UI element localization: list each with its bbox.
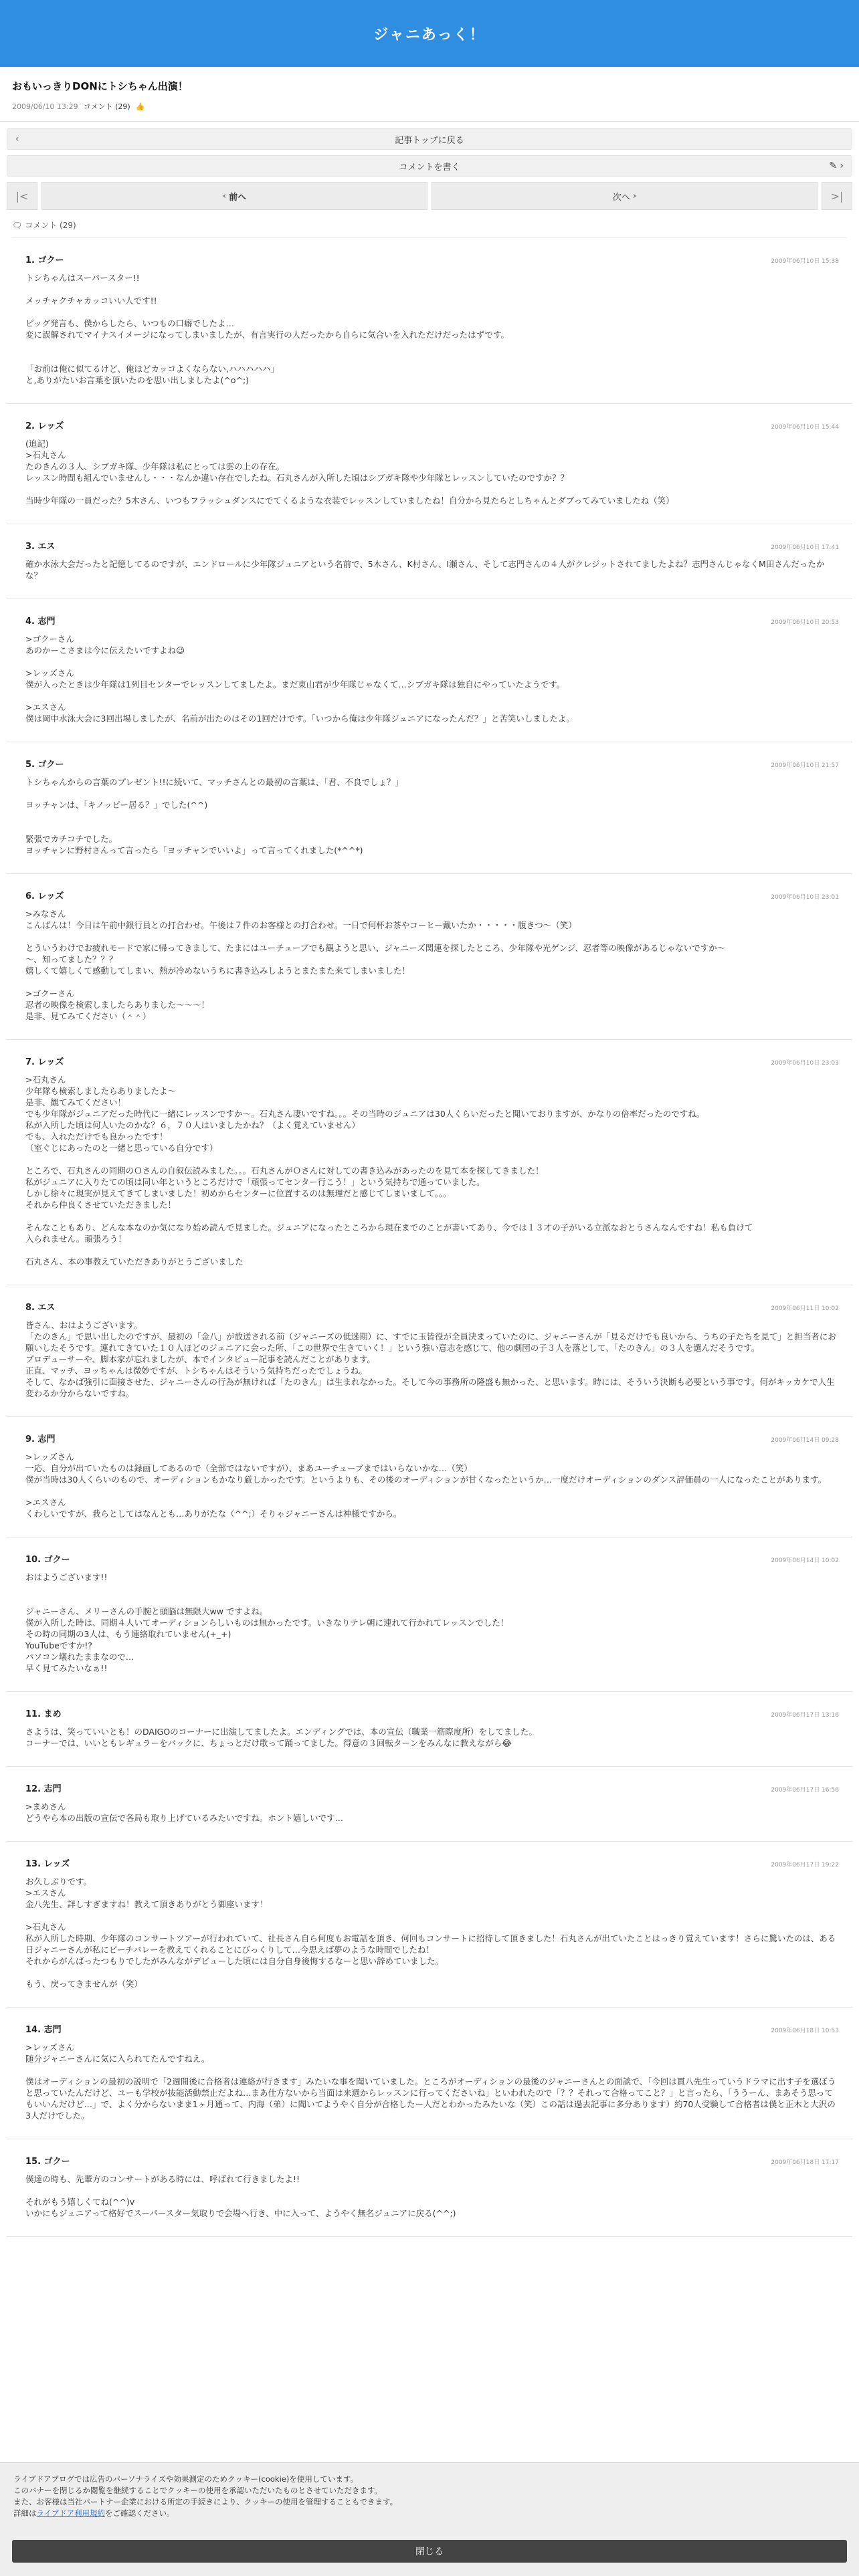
comment-date: 2009年06月10日 17:41 — [771, 544, 839, 551]
chevron-right-icon: › — [630, 191, 637, 201]
comment-author: 14. 志門 — [25, 2025, 62, 2035]
comment-item — [7, 2139, 852, 2237]
terms-link[interactable]: ライブドア利用規約 — [36, 2508, 105, 2518]
comment-body: >石丸さん 少年隊も検索しましたらありましたよ～ 是非、観てみてください！ でも少年隊がジュニアだった時代に一緒にレッスンですか～。石丸さん凄いですね。。。その当時のジュニアは30人くらいだったと聞いておりますが、かなりの倍率だったのですね。 私が入所した頃は何人いたのかな？６，７０人はいましたかね？（よく覚えていません） でも、入れただけでも良かったです！ （室ぐじにあったのと一緒と思っている自分です） ところで、石丸さんの同期のＯさんの自叙伝読みました。。。石丸さんがＯさんに対しての書き込みがあったのを見て本を探してきました！ 私がジュニアに入りたての頃は同い年というところだけで「頑張ってセンター行こう！」という気持ちで通っていました。 しかし徐々に現実が見えてきてしまいました！初めからセンターに位置するのは無理だと感じてしまいまして。。。 それから仲良くさせていただきました！ そんなこともあり、どんな本なのか気になり始め読んで見ました。ジュニアになったところから現在までのことが書いてあり、今では１３才の子がいる立派なおとうさんなんですね！私も負けて 入られません。頑張ろう！ 石丸さん、本の事教えていただきありがとうございました — [25, 1075, 753, 1267]
cookie-close-label: 閉じる — [415, 2547, 444, 2557]
comment-item — [7, 2008, 852, 2139]
comment-body: >まめさん どうやら本の出版の宣伝で各局も取り上げているみたいですね。ホント嬉しいです… — [25, 1802, 344, 1823]
comment-count-link[interactable]: コメント (29) — [83, 102, 130, 111]
last-page-button[interactable] — [822, 182, 852, 210]
comment-author: 9. 志門 — [25, 1434, 56, 1444]
comment-body: (追記) >石丸さん たのきんの３人、シブガキ隊、少年隊は私にとっては雲の上の存在。 レッスン時間も組んでいませんし・・・なんか違い存在でしたね。石丸さんが入所した頃はシブガキ隊や少年隊とレッスンしていたのですか？？ 当時少年隊の一員だった？5木さん、いつもフラッシュダンスにでてくるような衣装でレッスンしていましたね！自分から見たらとしちゃんとダブってみていましたね（笑） — [25, 439, 674, 506]
next-page-button[interactable] — [432, 182, 818, 210]
comment-list — [0, 238, 859, 2237]
cookie-banner — [0, 2462, 859, 2576]
comment-body: 僕達の時も、先輩方のコンサートがある時には、呼ばれて行きましたよ!! それがもう嬉しくてね(^^)v いかにもジュニアって格好でスーパースター気取りで会場へ行き、中に入って、ようやく無名ジュニアに戻る(^^;) — [25, 2174, 456, 2218]
prev-page-label: 前へ — [229, 192, 247, 203]
comment-author: 5. ゴクー — [25, 760, 64, 770]
comment-body: >みなさん こんばんは！今日は午前中銀行員との打合わせ。午後は７件のお客様との打合わせ。一日で何杯お茶やコーヒー戴いたか・・・・・腹きつ～（笑） とういうわけでお疲れモードで家に帰ってきまして、たまにはユーチューブでも観ようと思い、ジャニーズ関連を探したところ、少年隊や光ゲンジ、忍者等の映像があるじゃないですか～ ～、知ってました？？？ 嬉しくて嬉しくて感動してしまい、熱が冷めないうちに書き込みしようとまたまた来てしまいました！ >ゴクーさん 忍者の映像を検索しましたらありました～～～！ 是非、見てみてください（＾＾） — [25, 909, 726, 1021]
article-meta — [12, 101, 847, 112]
cookie-text-suffix: をご確認ください。 — [104, 2508, 175, 2518]
comment-item — [7, 1285, 852, 1417]
comment-item — [7, 404, 852, 524]
comment-author: 11. まめ — [25, 1709, 62, 1719]
comment-body: >ゴクーさん あのかーこさまは今に伝えたいですよね😉 >レッズさん 僕が入ったときは少年隊は1列目センターでレッスンしてましたよ。まだ東山君が少年隊じゃなくて…シブガキ隊は独自にやっていたようです。 >エスさん 僕は岡中水泳大会に3回出場しましたが、名前が出たのはその1回だけです。「いつから俺は少年隊ジュニアになったんだ？」と苦笑いしましたよ。 — [25, 634, 575, 724]
back-to-article-button[interactable] — [7, 128, 852, 150]
comment-author: 12. 志門 — [25, 1784, 62, 1794]
site-title[interactable]: ジャニあっく！ — [373, 26, 486, 43]
comment-author: 8. エス — [25, 1303, 56, 1313]
comment-item — [7, 1842, 852, 2008]
write-comment-label: コメントを書く — [399, 162, 460, 173]
comment-date: 2009年06月10日 23:01 — [771, 894, 839, 901]
comment-date: 2009年06月18日 10:53 — [771, 2028, 839, 2034]
comment-author: 2. レッズ — [25, 421, 64, 431]
comment-item — [7, 1537, 852, 1692]
comment-item — [7, 599, 852, 742]
comment-date: 2009年06月17日 16:56 — [771, 1787, 839, 1794]
comment-author: 3. エス — [25, 542, 56, 552]
article-title: おもいっきりDONにトシちゃん出演！ — [12, 80, 188, 92]
comment-date: 2009年06月14日 09:28 — [771, 1437, 839, 1444]
pager — [7, 182, 852, 210]
comment-body: お久しぶりです。 >エスさん 金八先生、詳しすぎますね！教えて頂きありがとう御座います！ >石丸さん 私が入所した時期、少年隊のコンサートツアーが行われていて、社長さん自ら何度もお電話を頂き、何回もコンサートに招待して頂きました！石丸さんが出ていたことはっきり覚えています！さらに驚いたのは、ある日ジャニーさんが私にビーチバレーを教えてくれることにびっくりして…今思えば夢のような時間でしたね！ それからがんばったつもりでしたがみんながデビューした頃には自分自身後悔するなーと思い辞めていました。 もう、戻ってきませんが（笑） — [25, 1876, 836, 1989]
comment-body: おはようございます!! ジャニーさん、メリーさんの手腕と頭脳は無限大ww ですよね。 僕が入所した時は、同期４人いてオーディションらしいものは無かったです。いきなりテレ朝に連れて行かれてレッスンでした！ その時の同期の3人は、もう連絡取れていません(+_+) YouTubeですか!? パソコン壊れたままなので… 早く見てみたいなぁ!! — [25, 1572, 509, 1673]
comment-bubble-icon: 🗨 — [12, 220, 23, 230]
comment-author: 10. ゴクー — [25, 1555, 70, 1565]
comment-date: 2009年06月17日 19:22 — [771, 1862, 839, 1868]
comment-item — [7, 524, 852, 599]
comment-author: 13. レッズ — [25, 1859, 70, 1869]
comment-date: 2009年06月10日 23:03 — [771, 1060, 839, 1067]
first-page-button[interactable] — [7, 182, 37, 210]
comment-date: 2009年06月10日 20:53 — [771, 619, 839, 626]
chevron-left-icon: ‹ — [15, 134, 19, 144]
comment-body: 確か水泳大会だったと記憶してるのですが、エンドロールに少年隊ジュニアという名前で、5木さん、K村さん、I瀬さん、そして志門さんの４人がクレジットされてましたよね？志門さんじゃなくM田さんだったかな？ — [25, 559, 825, 580]
comment-date: 2009年06月14日 10:02 — [771, 1558, 839, 1564]
cookie-text-1: ライブドアブログでは広告のパーソナライズや効果測定のためクッキー(cookie)を使用しています。 — [13, 2474, 358, 2484]
comment-date: 2009年06月17日 13:16 — [771, 1712, 839, 1719]
comment-body: さようは、笑っていいとも！のDAIGOのコーナーに出演してましたよ。エンディングでは、本の宣伝（職業一筋際度所）をしてました。 コーナーでは、いいともレギュラーをバックに、ちょっとだけ歌って踊ってました。得意の３回転ターンをみんなに教えながら😂 — [25, 1727, 537, 1748]
thumbs-icon[interactable]: 👍 — [135, 102, 145, 111]
comment-body: トシちゃんはスーパースター!! メッチャクチャカッコいい人です!! ビッグ発言も、僕からしたら、いつもの口癖でしたよ… 変に誤解されてマイナスイメージになってしまいましたが、有言実行の人だったから自らに気合いを入れただけだったはずです。 「お前は俺に似てるけど、俺ほどカッコよくならない,ハハハハハ」 と,ありがたいお言葉を頂いたのを思い出しましたよ(^o^;) — [25, 273, 510, 385]
comment-author: 4. 志門 — [25, 617, 56, 627]
comment-author: 6. レッズ — [25, 891, 64, 901]
comment-item — [7, 874, 852, 1040]
comment-body: トシちゃんからの言葉のプレゼント!!に続いて、マッチさんとの最初の言葉は、「君、不良でしょ？」 ヨッチャンは、「キノッピー居る？」でした(^^) 緊張でカチコチでした。 ヨッチャンに野村さんって言ったら「ヨッチャンでいいよ」って言ってくれました(*^^*) — [25, 777, 404, 855]
comment-body: >レッズさん 随分ジャニーさんに気に入られてたんですねえ。 僕はオーディションの最初の説明で「2週間後に合格者は連絡が行きます」みたいな事を聞いていました。ところがオーディションの最後のジャニーさんとの面談で、「今回は貫八先生っていうドラマに出す子を選ぼうと思っていたんだけど、ユーも学校が抜能活動禁止だよね…まあ仕方ないから当面は来週からレッスンに行ってくださいね」といわれたので「？？それって合格ってこと？」と言ったら、「ううーん、まあそう思ってもいいんだけど…」で、よく分からないまま1ヶ月通って、内海（弟）に聞いてようやく自分が合格したー人だとわかったみたいな（笑）この話は過去記事に多分あります）約70人受験して合格者は僕と正木と大沢の3人だけでした。 — [25, 2042, 836, 2121]
article-header — [0, 67, 859, 122]
comment-date: 2009年06月10日 15:44 — [771, 424, 839, 431]
comment-date: 2009年06月10日 21:57 — [771, 762, 839, 769]
comments-header-label: コメント (29) — [25, 221, 76, 230]
comment-date: 2009年06月11日 10:02 — [771, 1305, 839, 1312]
comment-item — [7, 742, 852, 874]
comment-item — [7, 238, 852, 404]
comment-item — [7, 1040, 852, 1285]
comment-body: 皆さん、おはようございます。 「たのきん」で思い出したのですが、最初の「金八」が放送される前（ジャニーズの低迷期）に、すでに玉皆役が全員決まっていたのに、ジャニーさんが「見るだけでも良いから、うちの子たちを見て」と担当者にお願いしたそうです。連れてきていた１０人ほどのジュニアに会った所、「この世界で生きていく！」という強い意志を感じて、他の劇団の子３人を落として、「たのきん」の３人を選んだそうです。 プロデューサーや、脚本家が忘れましたが、本でインタビュー記事を読んだことがあります。 正直、マッチ、ヨッちゃんは微妙ですが、トシちゃんはそういう気持ちだったでしょうね。 そして、なかば強引に面接させた、ジャニーさんの行為が無ければ「たのきん」は生まれなかった。そして今の事務所の隆盛も無かった、と思います。時には、そういう決断も必要という事です。何がキッカケで人生変わるか分からないですね。 — [25, 1320, 836, 1398]
comment-date: 2009年06月18日 17:17 — [771, 2159, 839, 2166]
first-page-icon: |< — [15, 189, 29, 203]
site-header[interactable] — [0, 0, 859, 67]
comment-item — [7, 1767, 852, 1842]
cookie-text-2: このバナーを閉じるか閲覧を継続することでクッキーの使用を承認いただいたものとさせていただきます。 — [13, 2486, 383, 2495]
pencil-icon: ✎ › — [829, 160, 844, 171]
comment-date: 2009年06月10日 15:38 — [771, 258, 839, 265]
comment-author: 1. ゴクー — [25, 255, 64, 265]
prev-page-button[interactable] — [41, 182, 427, 210]
comment-item — [7, 1692, 852, 1767]
chevron-left-icon: ‹ — [222, 191, 229, 201]
cookie-close-button[interactable] — [12, 2540, 847, 2563]
article-date: 2009/06/10 13:29 — [12, 102, 78, 111]
next-page-label: 次へ — [612, 192, 630, 203]
comment-body: >レッズさん 一応、自分が出ていたものは録画してあるので（全部ではないですが）、まあユーチューブまではいらないかな…（笑） 僕が当時は30人くらいのもので、オーディションもかなり厳しかったです。というよりも、その後のオーディションが甘くなったというか…一度だけオーディションのダンス評価員の一人になったことがあります。 >エスさん くわしいですが、我らとしてはなんとも…ありがたな（^^;）そりゃジャニーさんは神様ですから。 — [25, 1452, 827, 1519]
cookie-text-4 — [13, 2508, 846, 2519]
write-comment-button[interactable] — [7, 155, 852, 177]
comment-author: 7. レッズ — [25, 1057, 64, 1067]
cookie-text-3: また、お客様は当社パートナー企業における所定の手続きにより、クッキーの使用を管理することもできます。 — [13, 2497, 398, 2506]
comment-item — [7, 1417, 852, 1537]
comments-header — [12, 219, 847, 238]
cookie-text-prefix: 詳細は — [13, 2508, 37, 2518]
last-page-icon: >| — [830, 189, 844, 203]
comment-author: 15. ゴクー — [25, 2157, 70, 2167]
back-to-article-label: 記事トップに戻る — [395, 135, 464, 146]
